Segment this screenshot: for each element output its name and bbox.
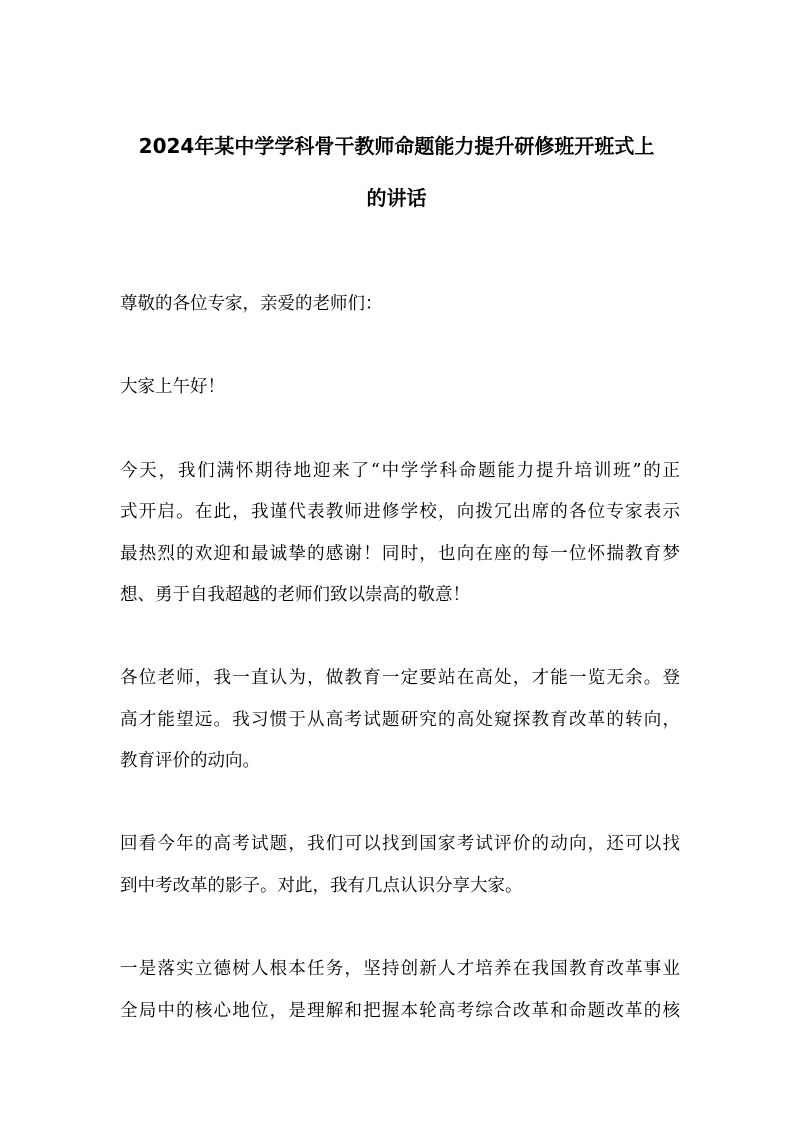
paragraph-line: 最热烈的欢迎和最诚挚的感谢！同时，也向在座的每一位怀揣教育梦 xyxy=(120,544,680,564)
paragraph-line: 式开启。在此，我谨代表教师进修学校，向拨冗出席的各位专家表示 xyxy=(120,502,680,522)
document-title-line-1: 2024年某中学学科骨干教师命题能力提升研修班开班式上 xyxy=(138,134,655,158)
paragraph-line: 一是落实立德树人根本任务，坚持创新人才培养在我国教育改革事业 xyxy=(120,959,680,979)
salutation-paragraph: 尊敬的各位专家，亲爱的老师们： xyxy=(120,294,383,314)
paragraph-line: 今天，我们满怀期待地迎来了“中学学科命题能力提升培训班”的正 xyxy=(120,461,680,481)
paragraph-line: 回看今年的高考试题，我们可以找到国家考试评价的动向，还可以找 xyxy=(120,834,680,854)
paragraph-line: 各位老师，我一直认为，做教育一定要站在高处，才能一览无余。登 xyxy=(120,668,680,688)
paragraph-line: 想、勇于自我超越的老师们致以崇高的敬意！ xyxy=(120,585,470,605)
paragraph-line: 高才能望远。我习惯于从高考试题研究的高处窥探教育改革的转向， xyxy=(120,710,680,730)
paragraph-line: 全局中的核心地位，是理解和把握本轮高考综合改革和命题改革的核 xyxy=(120,1001,680,1021)
paragraph-line: 教育评价的动向。 xyxy=(120,751,260,771)
paragraph-line: 到中考改革的影子。对此，我有几点认识分享大家。 xyxy=(120,876,523,896)
document-title-line-2: 的讲话 xyxy=(366,186,427,210)
greeting-paragraph: 大家上午好！ xyxy=(120,377,225,397)
